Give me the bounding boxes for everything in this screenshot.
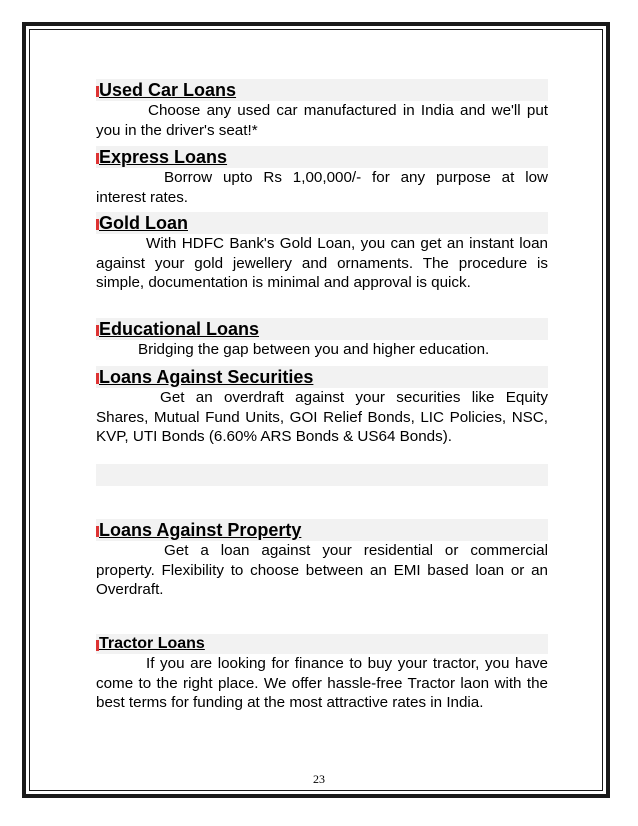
section-heading: Tractor Loans bbox=[99, 635, 205, 652]
section-heading-bar bbox=[96, 519, 548, 541]
section-heading-bar bbox=[96, 146, 548, 168]
section-educational-loans bbox=[96, 318, 548, 360]
section-text: Get a loan against your residential or commercial property. Flexibility to choose between an EMI based loan or an Overdraft. bbox=[96, 542, 548, 598]
section-heading-bar bbox=[96, 634, 548, 654]
section-text: Bridging the gap between you and higher education. bbox=[138, 341, 490, 358]
bullet-icon bbox=[96, 325, 99, 336]
section-used-car-loans bbox=[96, 79, 548, 140]
bullet-icon bbox=[96, 219, 99, 230]
empty-shaded-bar bbox=[96, 464, 548, 486]
section-heading: Gold Loan bbox=[99, 213, 188, 233]
section-text: Choose any used car manufactured in India and we'll put you in the driver's seat!* bbox=[96, 102, 548, 139]
section-loans-against-securities bbox=[96, 366, 548, 447]
section-heading: Used Car Loans bbox=[99, 80, 237, 100]
section-heading: Express Loans bbox=[99, 147, 228, 167]
page-number: 23 bbox=[313, 772, 325, 786]
section-express-loans bbox=[96, 146, 548, 207]
section-heading: Loans Against Securities bbox=[99, 367, 314, 387]
section-gold-loan bbox=[96, 212, 548, 293]
section-text: With HDFC Bank's Gold Loan, you can get an instant loan against your gold jewellery and ornaments. The procedure is simple, documentation is minimal and approval is quick. bbox=[96, 235, 548, 291]
bullet-icon bbox=[96, 86, 99, 97]
bullet-icon bbox=[96, 640, 99, 651]
section-loans-against-property bbox=[96, 519, 548, 600]
bullet-icon bbox=[96, 526, 99, 537]
section-heading-bar bbox=[96, 79, 548, 101]
section-heading: Educational Loans bbox=[99, 319, 260, 339]
section-heading-bar bbox=[96, 366, 548, 388]
section-heading-bar bbox=[96, 212, 548, 234]
section-tractor-loans bbox=[96, 634, 548, 713]
section-text: Get an overdraft against your securities like Equity Shares, Mutual Fund Units, GOI Relief Bonds, LIC Policies, NSC, KVP, UTI Bonds (6.60% ARS Bonds & US64 Bonds). bbox=[96, 389, 548, 445]
section-text: Borrow upto Rs 1,00,000/- for any purpose at low interest rates. bbox=[96, 169, 548, 206]
section-heading: Loans Against Property bbox=[99, 520, 302, 540]
bullet-icon bbox=[96, 153, 99, 164]
bullet-icon bbox=[96, 373, 99, 384]
section-text: If you are looking for finance to buy your tractor, you have come to the right place. We offer hassle-free Tractor laon with the best terms for funding at the most attractive rates in India. bbox=[96, 655, 548, 711]
section-heading-bar bbox=[96, 318, 548, 340]
